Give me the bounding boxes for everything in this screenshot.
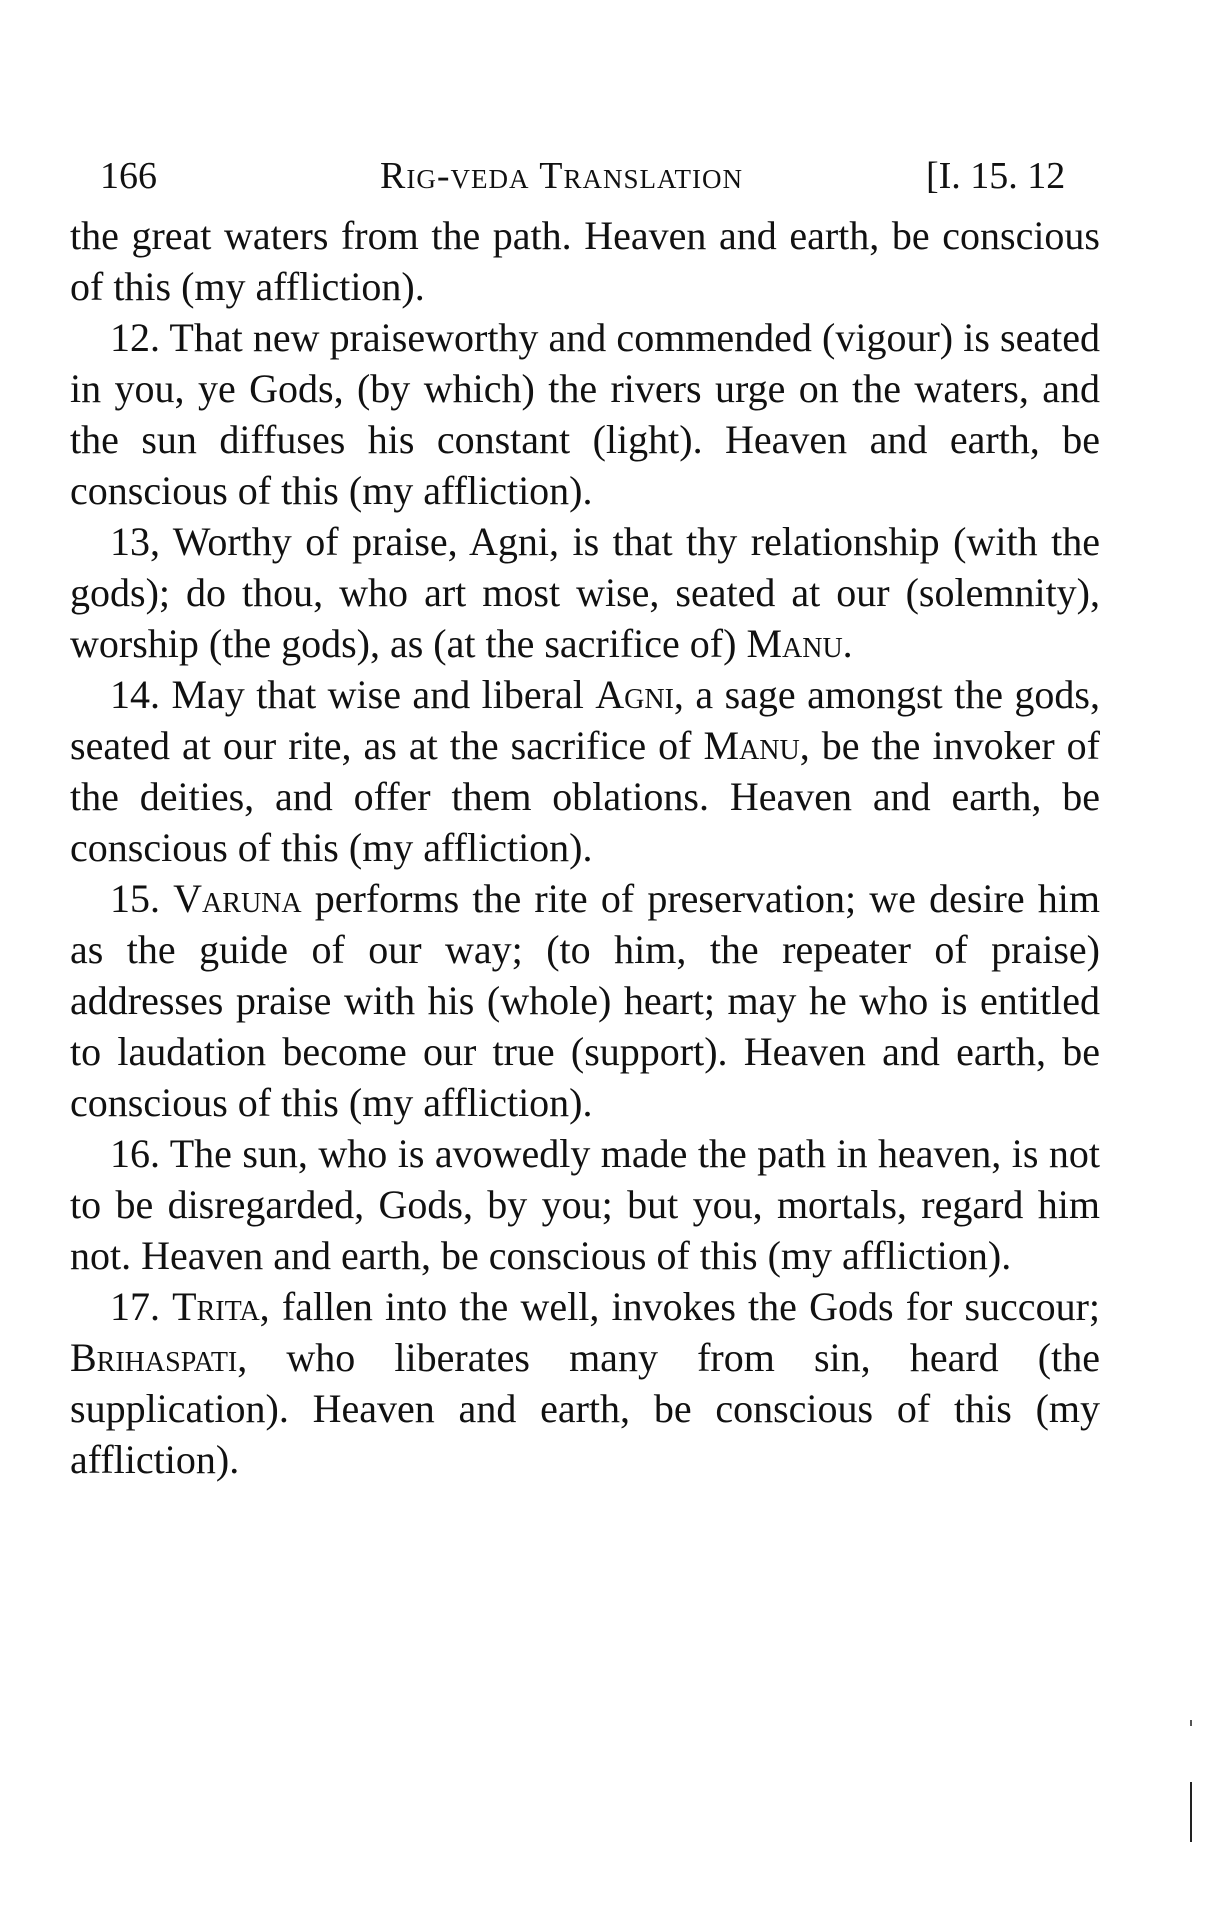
text-run: the great waters from the path. Heaven and earth, be conscious of this (my affliction). (70, 213, 1100, 309)
book-page (70, 150, 1100, 1485)
paragraph-p17 (70, 1281, 1100, 1485)
text-run: 17. (110, 1284, 173, 1329)
text-run: , be the invoker of the deities, and offer them oblations. Heaven and earth, be conscious of this (my affliction). (70, 723, 1100, 870)
paragraph-p13 (70, 516, 1100, 669)
scan-edge-marks (1188, 1720, 1194, 1850)
proper-name: Manu (746, 621, 843, 666)
text-run: 14. May that wise and liberal (110, 672, 596, 717)
text-run: . (842, 621, 853, 666)
text-run: performs the rite of preservation; we desire him as the guide of our way; (to him, the repeater of praise) addresses praise with his (whole) heart; may he who is entitled to laudation become our true (support). Heaven and earth, be conscious of this (my affliction). (70, 876, 1100, 1125)
paragraph-p14 (70, 669, 1100, 873)
text-run: 12. That new praiseworthy and commended (vigour) is seated in you, ye Gods, (by which) the rivers urge on the waters, and the sun diffuses his constant (light). Heaven and earth, be conscious of this (my affliction). (70, 315, 1100, 513)
text-run: 13, Worthy of praise, Agni, is that thy relationship (with the gods); do thou, who art most wise, seated at our (solemnity), worship (the gods), as (at the sacrifice of) (70, 519, 1100, 666)
body-text (70, 210, 1100, 1485)
running-header (70, 150, 1100, 202)
page-number: 166 (100, 155, 157, 197)
text-run: , a sage amongst the gods, seated at our rite, as at the sacrifice of (70, 672, 1100, 768)
paragraph-p11 (70, 210, 1100, 312)
proper-name: Trita (172, 1284, 260, 1329)
verse-reference: [I. 15. 12 (926, 155, 1066, 197)
text-run: 15. (110, 876, 174, 921)
scan-speck (1190, 1720, 1192, 1726)
text-run: , who liberates many from sin, heard (the supplication). Heaven and earth, be conscious of this (my affliction). (70, 1335, 1100, 1482)
proper-name: Agni (595, 672, 674, 717)
scan-line (1190, 1782, 1192, 1842)
proper-name: Brihaspati (70, 1335, 238, 1380)
text-run: 16. The sun, who is avowedly made the path in heaven, is not to be disregarded, Gods, by you; but you, mortals, regard him not. Heaven and earth, be conscious of this (my affliction). (70, 1131, 1100, 1278)
text-run: , fallen into the well, invokes the Gods for succour; (259, 1284, 1100, 1329)
proper-name: Manu (703, 723, 800, 768)
paragraph-p16 (70, 1128, 1100, 1281)
proper-name: Varuna (173, 876, 302, 921)
paragraph-p12 (70, 312, 1100, 516)
paragraph-p15 (70, 873, 1100, 1128)
running-title: Rig-veda Translation (380, 155, 744, 197)
